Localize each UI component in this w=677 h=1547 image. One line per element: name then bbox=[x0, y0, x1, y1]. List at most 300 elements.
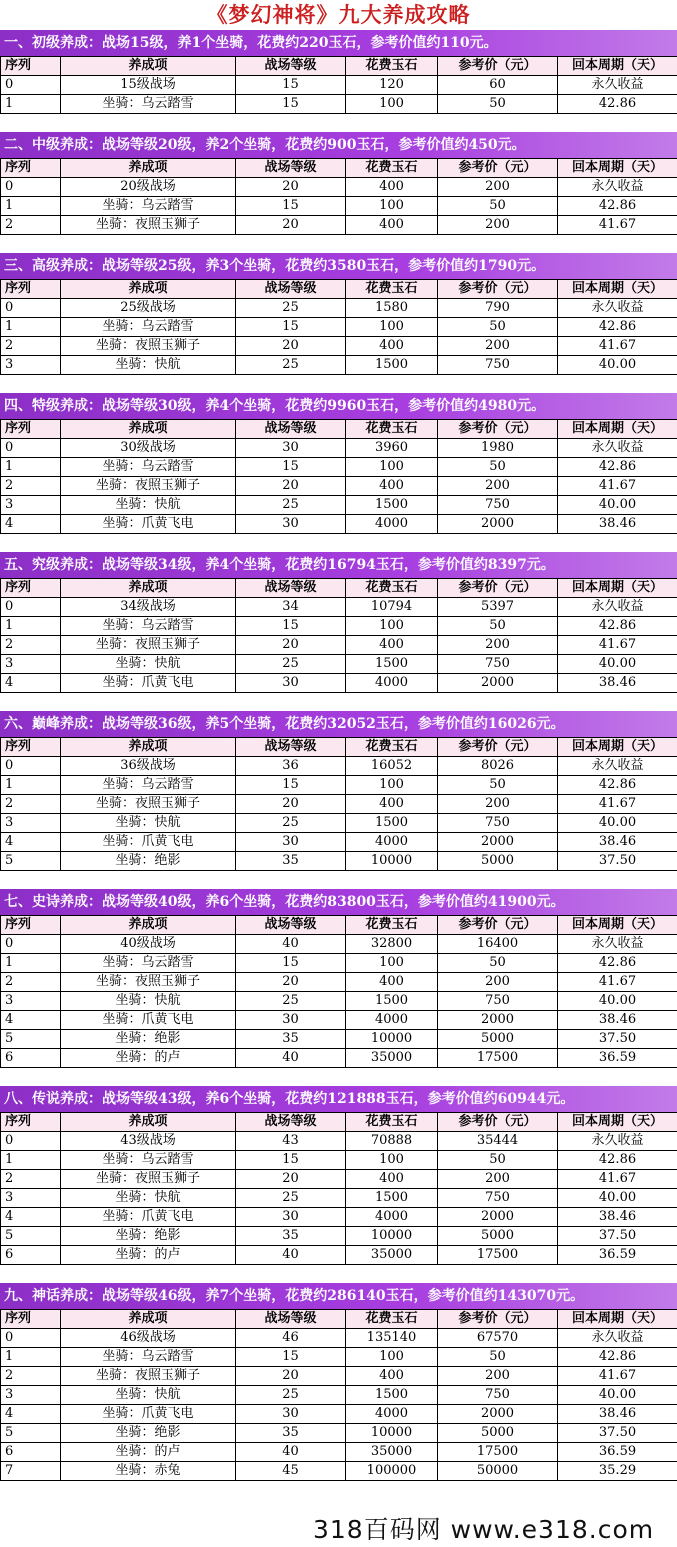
section-header: 一、初级养成：战场15级，养1个坐骑，花费约220玉石，参考价值约110元。 bbox=[0, 30, 677, 56]
table-cell: 坐骑：的卢 bbox=[61, 1443, 236, 1462]
guide-table bbox=[0, 56, 677, 114]
table-cell: 35444 bbox=[438, 1132, 558, 1151]
table-cell: 42.86 bbox=[558, 318, 677, 337]
table-cell: 70888 bbox=[346, 1132, 438, 1151]
table-cell: 37.50 bbox=[558, 1030, 677, 1049]
table-cell: 坐骑：快航 bbox=[61, 1386, 236, 1405]
table-cell: 4 bbox=[1, 674, 61, 693]
table-cell: 2000 bbox=[438, 674, 558, 693]
table-cell: 200 bbox=[438, 636, 558, 655]
table-cell: 2 bbox=[1, 636, 61, 655]
table-cell: 750 bbox=[438, 356, 558, 375]
column-header: 战场等级 bbox=[236, 420, 346, 439]
table-cell: 35000 bbox=[346, 1443, 438, 1462]
column-header: 花费玉石 bbox=[346, 420, 438, 439]
section-header: 二、中级养成：战场等级20级，养2个坐骑，花费约900玉石，参考价值约450元。 bbox=[0, 132, 677, 158]
table-cell: 38.46 bbox=[558, 1405, 677, 1424]
section bbox=[0, 889, 677, 1086]
table-cell: 38.46 bbox=[558, 674, 677, 693]
column-header: 参考价（元） bbox=[438, 280, 558, 299]
table-row bbox=[1, 1367, 677, 1386]
table-cell: 2 bbox=[1, 1367, 61, 1386]
table-cell: 100 bbox=[346, 1151, 438, 1170]
column-header: 序列 bbox=[1, 738, 61, 757]
guide-table bbox=[0, 737, 677, 871]
table-cell: 15 bbox=[236, 197, 346, 216]
table-cell: 4 bbox=[1, 1405, 61, 1424]
table-cell: 38.46 bbox=[558, 833, 677, 852]
table-cell: 坐骑：夜照玉狮子 bbox=[61, 636, 236, 655]
table-row bbox=[1, 1348, 677, 1367]
table-cell: 200 bbox=[438, 477, 558, 496]
table-cell: 15 bbox=[236, 1348, 346, 1367]
column-header: 战场等级 bbox=[236, 916, 346, 935]
table-cell: 25 bbox=[236, 356, 346, 375]
table-cell: 15 bbox=[236, 76, 346, 95]
table-cell: 135140 bbox=[346, 1329, 438, 1348]
table-cell: 41.67 bbox=[558, 1367, 677, 1386]
table-cell: 1 bbox=[1, 197, 61, 216]
table-cell: 坐骑：爪黄飞电 bbox=[61, 833, 236, 852]
table-cell: 15级战场 bbox=[61, 76, 236, 95]
table-row bbox=[1, 992, 677, 1011]
table-cell: 20级战场 bbox=[61, 178, 236, 197]
table-cell: 42.86 bbox=[558, 776, 677, 795]
table-row bbox=[1, 197, 677, 216]
section-gap bbox=[0, 375, 677, 393]
column-header: 序列 bbox=[1, 57, 61, 76]
table-cell: 15 bbox=[236, 776, 346, 795]
table-row bbox=[1, 477, 677, 496]
table-row bbox=[1, 776, 677, 795]
table-cell: 40 bbox=[236, 1049, 346, 1068]
table-cell: 750 bbox=[438, 992, 558, 1011]
table-cell: 42.86 bbox=[558, 1151, 677, 1170]
table-row bbox=[1, 954, 677, 973]
table-cell: 坐骑：快航 bbox=[61, 655, 236, 674]
table-row bbox=[1, 216, 677, 235]
table-cell: 2000 bbox=[438, 833, 558, 852]
table-cell: 400 bbox=[346, 636, 438, 655]
table-cell: 30 bbox=[236, 515, 346, 534]
table-cell: 25 bbox=[236, 299, 346, 318]
table-cell: 20 bbox=[236, 178, 346, 197]
table-cell: 100 bbox=[346, 458, 438, 477]
table-row bbox=[1, 674, 677, 693]
table-cell: 25 bbox=[236, 496, 346, 515]
table-cell: 43级战场 bbox=[61, 1132, 236, 1151]
table-cell: 30 bbox=[236, 439, 346, 458]
section-header: 五、究级养成：战场等级34级，养4个坐骑，花费约16794玉石，参考价值约8397元。 bbox=[0, 552, 677, 578]
table-cell: 2 bbox=[1, 337, 61, 356]
table-cell: 15 bbox=[236, 318, 346, 337]
table-cell: 1500 bbox=[346, 1189, 438, 1208]
table-cell: 30 bbox=[236, 833, 346, 852]
table-cell: 3 bbox=[1, 992, 61, 1011]
table-row bbox=[1, 757, 677, 776]
table-cell: 1500 bbox=[346, 1386, 438, 1405]
table-cell: 4 bbox=[1, 833, 61, 852]
table-cell: 永久收益 bbox=[558, 178, 677, 197]
table-cell: 坐骑：爪黄飞电 bbox=[61, 515, 236, 534]
table-row bbox=[1, 515, 677, 534]
table-cell: 1 bbox=[1, 776, 61, 795]
section bbox=[0, 30, 677, 132]
table-row bbox=[1, 973, 677, 992]
section-header: 九、神话养成：战场等级46级，养7个坐骑，花费约286140玉石，参考价值约143070元。 bbox=[0, 1283, 677, 1309]
table-cell: 50 bbox=[438, 954, 558, 973]
table-cell: 坐骑：夜照玉狮子 bbox=[61, 216, 236, 235]
table-cell: 36.59 bbox=[558, 1049, 677, 1068]
table-row bbox=[1, 833, 677, 852]
table-cell: 42.86 bbox=[558, 458, 677, 477]
table-header-row bbox=[1, 57, 677, 76]
section bbox=[0, 711, 677, 889]
table-cell: 25级战场 bbox=[61, 299, 236, 318]
table-row bbox=[1, 814, 677, 833]
table-cell: 15 bbox=[236, 1151, 346, 1170]
column-header: 序列 bbox=[1, 280, 61, 299]
table-cell: 100 bbox=[346, 617, 438, 636]
table-row bbox=[1, 1030, 677, 1049]
table-cell: 400 bbox=[346, 1367, 438, 1386]
table-cell: 1980 bbox=[438, 439, 558, 458]
column-header: 养成项 bbox=[61, 159, 236, 178]
table-cell: 45 bbox=[236, 1462, 346, 1481]
table-cell: 15 bbox=[236, 617, 346, 636]
table-cell: 5 bbox=[1, 1227, 61, 1246]
page-title: 《梦幻神将》九大养成攻略 bbox=[206, 2, 471, 27]
column-header: 序列 bbox=[1, 579, 61, 598]
column-header: 回本周期（天） bbox=[558, 1113, 677, 1132]
table-cell: 750 bbox=[438, 496, 558, 515]
table-cell: 2 bbox=[1, 795, 61, 814]
section bbox=[0, 552, 677, 711]
table-row bbox=[1, 1170, 677, 1189]
table-cell: 4000 bbox=[346, 515, 438, 534]
table-cell: 坐骑：乌云踏雪 bbox=[61, 954, 236, 973]
table-cell: 坐骑：乌云踏雪 bbox=[61, 776, 236, 795]
table-cell: 4000 bbox=[346, 1405, 438, 1424]
table-cell: 3 bbox=[1, 814, 61, 833]
table-cell: 5 bbox=[1, 1424, 61, 1443]
column-header: 养成项 bbox=[61, 420, 236, 439]
table-cell: 41.67 bbox=[558, 1170, 677, 1189]
table-cell: 30 bbox=[236, 1011, 346, 1030]
table-cell: 20 bbox=[236, 636, 346, 655]
table-cell: 15 bbox=[236, 95, 346, 114]
table-cell: 40.00 bbox=[558, 1189, 677, 1208]
table-cell: 6 bbox=[1, 1443, 61, 1462]
table-cell: 5 bbox=[1, 1030, 61, 1049]
column-header: 养成项 bbox=[61, 916, 236, 935]
table-cell: 4 bbox=[1, 1208, 61, 1227]
section-gap bbox=[0, 1265, 677, 1283]
table-cell: 41.67 bbox=[558, 337, 677, 356]
table-cell: 100 bbox=[346, 197, 438, 216]
table-cell: 1500 bbox=[346, 496, 438, 515]
column-header: 战场等级 bbox=[236, 159, 346, 178]
table-cell: 2 bbox=[1, 1170, 61, 1189]
column-header: 花费玉石 bbox=[346, 57, 438, 76]
section bbox=[0, 393, 677, 552]
table-cell: 36级战场 bbox=[61, 757, 236, 776]
table-row bbox=[1, 95, 677, 114]
table-row bbox=[1, 655, 677, 674]
table-cell: 750 bbox=[438, 1386, 558, 1405]
table-cell: 3 bbox=[1, 356, 61, 375]
section-header: 七、史诗养成：战场等级40级，养6个坐骑，花费约83800玉石，参考价值约41900元。 bbox=[0, 889, 677, 915]
table-cell: 坐骑：夜照玉狮子 bbox=[61, 1367, 236, 1386]
column-header: 参考价（元） bbox=[438, 916, 558, 935]
section-header: 三、高级养成：战场等级25级，养3个坐骑，花费约3580玉石，参考价值约1790元。 bbox=[0, 253, 677, 279]
column-header: 回本周期（天） bbox=[558, 420, 677, 439]
table-cell: 0 bbox=[1, 76, 61, 95]
table-header-row bbox=[1, 1113, 677, 1132]
table-cell: 790 bbox=[438, 299, 558, 318]
table-header-row bbox=[1, 916, 677, 935]
table-cell: 35000 bbox=[346, 1049, 438, 1068]
section-header: 六、巅峰养成：战场等级36级，养5个坐骑，花费约32052玉石，参考价值约16026元。 bbox=[0, 711, 677, 737]
sections-container bbox=[0, 30, 677, 1481]
table-cell: 35 bbox=[236, 1030, 346, 1049]
guide-table bbox=[0, 578, 677, 693]
table-cell: 35 bbox=[236, 852, 346, 871]
table-cell: 30级战场 bbox=[61, 439, 236, 458]
table-cell: 坐骑：乌云踏雪 bbox=[61, 318, 236, 337]
table-cell: 50 bbox=[438, 776, 558, 795]
table-cell: 20 bbox=[236, 1170, 346, 1189]
table-cell: 永久收益 bbox=[558, 299, 677, 318]
table-cell: 坐骑：快航 bbox=[61, 814, 236, 833]
column-header: 序列 bbox=[1, 420, 61, 439]
column-header: 参考价（元） bbox=[438, 579, 558, 598]
table-cell: 0 bbox=[1, 439, 61, 458]
table-cell: 1580 bbox=[346, 299, 438, 318]
table-cell: 5 bbox=[1, 852, 61, 871]
table-cell: 35000 bbox=[346, 1246, 438, 1265]
table-cell: 3 bbox=[1, 655, 61, 674]
column-header: 参考价（元） bbox=[438, 57, 558, 76]
table-cell: 16400 bbox=[438, 935, 558, 954]
table-cell: 200 bbox=[438, 1367, 558, 1386]
table-row bbox=[1, 1246, 677, 1265]
table-cell: 400 bbox=[346, 216, 438, 235]
table-cell: 38.46 bbox=[558, 1011, 677, 1030]
table-cell: 1 bbox=[1, 318, 61, 337]
column-header: 花费玉石 bbox=[346, 280, 438, 299]
table-cell: 100 bbox=[346, 954, 438, 973]
table-cell: 42.86 bbox=[558, 95, 677, 114]
column-header: 战场等级 bbox=[236, 1113, 346, 1132]
section bbox=[0, 132, 677, 253]
table-cell: 40级战场 bbox=[61, 935, 236, 954]
guide-table bbox=[0, 1112, 677, 1265]
table-row bbox=[1, 795, 677, 814]
column-header: 回本周期（天） bbox=[558, 916, 677, 935]
section bbox=[0, 1086, 677, 1283]
table-cell: 40 bbox=[236, 1443, 346, 1462]
column-header: 花费玉石 bbox=[346, 916, 438, 935]
table-cell: 400 bbox=[346, 477, 438, 496]
table-cell: 2 bbox=[1, 477, 61, 496]
table-cell: 1 bbox=[1, 954, 61, 973]
table-cell: 200 bbox=[438, 216, 558, 235]
table-cell: 15 bbox=[236, 954, 346, 973]
table-cell: 40.00 bbox=[558, 814, 677, 833]
section bbox=[0, 253, 677, 393]
table-cell: 4 bbox=[1, 1011, 61, 1030]
table-cell: 坐骑：爪黄飞电 bbox=[61, 1208, 236, 1227]
watermark: 318百码网 www.e318.com bbox=[313, 1515, 655, 1544]
table-cell: 42.86 bbox=[558, 617, 677, 636]
table-cell: 0 bbox=[1, 598, 61, 617]
table-cell: 200 bbox=[438, 973, 558, 992]
section-gap bbox=[0, 693, 677, 711]
table-cell: 坐骑：乌云踏雪 bbox=[61, 458, 236, 477]
table-cell: 3 bbox=[1, 1386, 61, 1405]
table-cell: 36 bbox=[236, 757, 346, 776]
column-header: 花费玉石 bbox=[346, 1310, 438, 1329]
table-cell: 32800 bbox=[346, 935, 438, 954]
column-header: 参考价（元） bbox=[438, 1310, 558, 1329]
section-gap bbox=[0, 871, 677, 889]
section bbox=[0, 1283, 677, 1481]
table-cell: 37.50 bbox=[558, 1227, 677, 1246]
table-cell: 750 bbox=[438, 1189, 558, 1208]
table-cell: 400 bbox=[346, 1170, 438, 1189]
table-row bbox=[1, 852, 677, 871]
table-cell: 750 bbox=[438, 814, 558, 833]
column-header: 回本周期（天） bbox=[558, 57, 677, 76]
table-cell: 400 bbox=[346, 795, 438, 814]
table-cell: 41.67 bbox=[558, 973, 677, 992]
table-row bbox=[1, 1189, 677, 1208]
table-row bbox=[1, 1405, 677, 1424]
guide-table bbox=[0, 158, 677, 235]
table-cell: 60 bbox=[438, 76, 558, 95]
table-cell: 100 bbox=[346, 318, 438, 337]
table-cell: 40.00 bbox=[558, 496, 677, 515]
table-cell: 25 bbox=[236, 1189, 346, 1208]
column-header: 序列 bbox=[1, 1113, 61, 1132]
table-cell: 10000 bbox=[346, 1030, 438, 1049]
table-cell: 50 bbox=[438, 1151, 558, 1170]
column-header: 养成项 bbox=[61, 1113, 236, 1132]
column-header: 战场等级 bbox=[236, 579, 346, 598]
table-cell: 41.67 bbox=[558, 636, 677, 655]
table-cell: 35.29 bbox=[558, 1462, 677, 1481]
table-cell: 10000 bbox=[346, 1227, 438, 1246]
table-cell: 20 bbox=[236, 216, 346, 235]
table-cell: 50 bbox=[438, 95, 558, 114]
table-cell: 400 bbox=[346, 337, 438, 356]
table-cell: 50 bbox=[438, 458, 558, 477]
table-cell: 4000 bbox=[346, 1208, 438, 1227]
table-cell: 坐骑：乌云踏雪 bbox=[61, 1151, 236, 1170]
column-header: 战场等级 bbox=[236, 280, 346, 299]
table-cell: 400 bbox=[346, 178, 438, 197]
table-cell: 20 bbox=[236, 1367, 346, 1386]
table-cell: 6 bbox=[1, 1049, 61, 1068]
table-row bbox=[1, 337, 677, 356]
table-cell: 5000 bbox=[438, 1030, 558, 1049]
table-header-row bbox=[1, 579, 677, 598]
table-cell: 1500 bbox=[346, 814, 438, 833]
table-row bbox=[1, 636, 677, 655]
table-cell: 4 bbox=[1, 515, 61, 534]
table-cell: 41.67 bbox=[558, 216, 677, 235]
table-cell: 20 bbox=[236, 477, 346, 496]
table-row bbox=[1, 458, 677, 477]
table-cell: 1 bbox=[1, 1348, 61, 1367]
column-header: 序列 bbox=[1, 159, 61, 178]
table-cell: 200 bbox=[438, 795, 558, 814]
table-cell: 坐骑：夜照玉狮子 bbox=[61, 477, 236, 496]
table-cell: 10794 bbox=[346, 598, 438, 617]
table-cell: 25 bbox=[236, 992, 346, 1011]
table-row bbox=[1, 1049, 677, 1068]
table-row bbox=[1, 1443, 677, 1462]
table-cell: 34 bbox=[236, 598, 346, 617]
table-cell: 120 bbox=[346, 76, 438, 95]
table-cell: 坐骑：爪黄飞电 bbox=[61, 1405, 236, 1424]
table-cell: 40 bbox=[236, 1246, 346, 1265]
table-cell: 1500 bbox=[346, 356, 438, 375]
table-cell: 坐骑：爪黄飞电 bbox=[61, 1011, 236, 1030]
table-cell: 20 bbox=[236, 795, 346, 814]
table-cell: 坐骑：乌云踏雪 bbox=[61, 1348, 236, 1367]
table-cell: 40.00 bbox=[558, 1386, 677, 1405]
column-header: 参考价（元） bbox=[438, 1113, 558, 1132]
table-row bbox=[1, 1011, 677, 1030]
table-cell: 42.86 bbox=[558, 1348, 677, 1367]
table-cell: 50 bbox=[438, 1348, 558, 1367]
table-cell: 0 bbox=[1, 178, 61, 197]
table-cell: 4000 bbox=[346, 674, 438, 693]
table-cell: 50000 bbox=[438, 1462, 558, 1481]
table-cell: 2000 bbox=[438, 515, 558, 534]
table-row bbox=[1, 1462, 677, 1481]
table-cell: 坐骑：的卢 bbox=[61, 1049, 236, 1068]
table-cell: 1 bbox=[1, 1151, 61, 1170]
table-header-row bbox=[1, 420, 677, 439]
table-cell: 2 bbox=[1, 216, 61, 235]
table-cell: 永久收益 bbox=[558, 1132, 677, 1151]
table-cell: 永久收益 bbox=[558, 935, 677, 954]
table-cell: 3960 bbox=[346, 439, 438, 458]
table-cell: 永久收益 bbox=[558, 439, 677, 458]
section-gap bbox=[0, 235, 677, 253]
section-gap bbox=[0, 534, 677, 552]
table-cell: 3 bbox=[1, 1189, 61, 1208]
table-cell: 43 bbox=[236, 1132, 346, 1151]
table-cell: 36.59 bbox=[558, 1443, 677, 1462]
table-cell: 坐骑：夜照玉狮子 bbox=[61, 337, 236, 356]
section-header: 四、特级养成：战场等级30级，养4个坐骑，花费约9960玉石，参考价值约4980元。 bbox=[0, 393, 677, 419]
column-header: 战场等级 bbox=[236, 57, 346, 76]
table-cell: 5397 bbox=[438, 598, 558, 617]
table-cell: 20 bbox=[236, 337, 346, 356]
table-cell: 0 bbox=[1, 1329, 61, 1348]
column-header: 战场等级 bbox=[236, 1310, 346, 1329]
table-cell: 46 bbox=[236, 1329, 346, 1348]
table-cell: 36.59 bbox=[558, 1246, 677, 1265]
table-cell: 2000 bbox=[438, 1405, 558, 1424]
table-cell: 坐骑：的卢 bbox=[61, 1246, 236, 1265]
table-row bbox=[1, 76, 677, 95]
table-cell: 38.46 bbox=[558, 515, 677, 534]
